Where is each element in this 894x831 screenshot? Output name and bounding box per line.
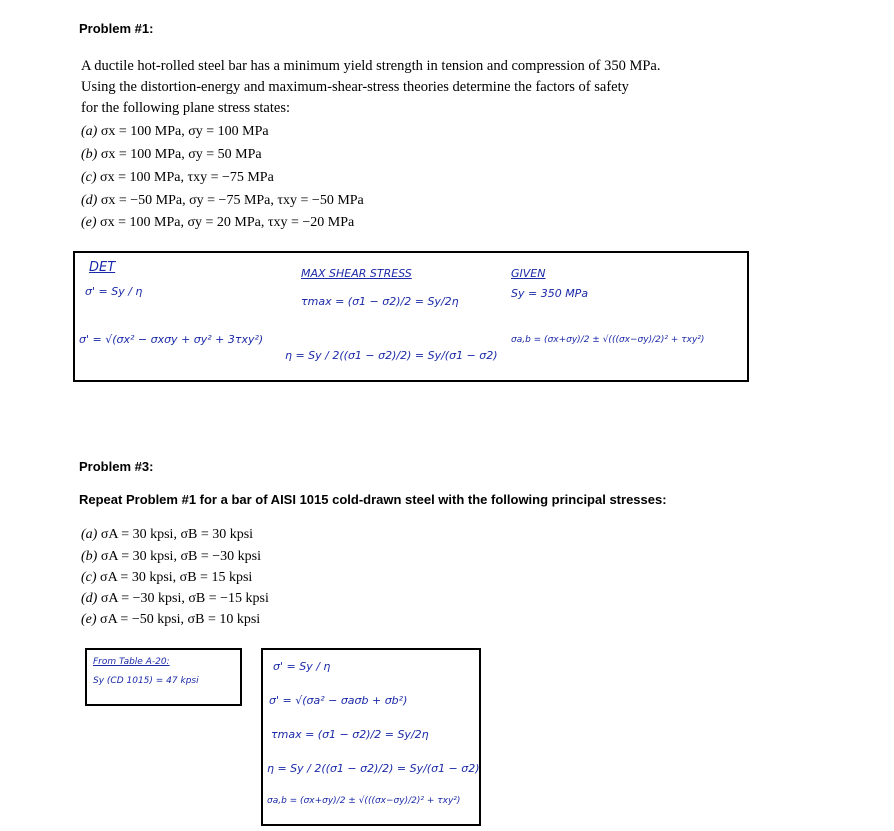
problem1-notes-box [73, 251, 749, 382]
problem1-case [81, 169, 274, 187]
p3-equation-5: σa,b = (σx+σy)/2 ± √(((σx−σy)/2)² + τxy²) [267, 796, 461, 806]
case-text: σx = −50 MPa, σy = −75 MPa, τxy = −50 MPa [100, 193, 364, 208]
problem3-intro: Repeat Problem #1 for a bar of AISI 1015 cold-drawn steel with the following principal stresses: [79, 492, 667, 507]
p3-equation-1: σ' = Sy / η [273, 660, 331, 673]
case-label: (a) [81, 124, 98, 139]
case-label: (c) [81, 170, 97, 185]
case-text: σx = 100 MPa, σy = 20 MPa, τxy = −20 MPa [100, 215, 355, 230]
det-equation-2: σ' = √(σx² − σxσy + σy² + 3τxy²) [79, 333, 264, 346]
p3-equation-2: σ' = √(σa² − σaσb + σb²) [269, 694, 408, 707]
problem1-case [81, 214, 354, 232]
problem3-case [81, 590, 269, 608]
problem1-heading: Problem #1: [79, 21, 154, 36]
case-text: σA = −50 kpsi, σB = 10 kpsi [100, 612, 261, 627]
problem1-paragraph-line-3: for the following plane stress states: [81, 100, 290, 116]
case-label: (b) [81, 147, 98, 162]
given-title: GIVEN [511, 267, 546, 280]
case-label: (d) [81, 193, 98, 208]
problem3-heading: Problem #3: [79, 459, 154, 474]
det-title: DET [89, 260, 116, 275]
case-label: (a) [81, 527, 98, 542]
given-equation-2: σa,b = (σx+σy)/2 ± √(((σx−σy)/2)² + τxy²) [511, 335, 705, 345]
case-label: (e) [81, 612, 97, 627]
problem3-equations-box [261, 648, 481, 826]
case-text: σx = 100 MPa, σy = 50 MPa [100, 147, 262, 162]
case-label: (e) [81, 215, 97, 230]
problem3-case [81, 526, 253, 544]
max-shear-title: MAX SHEAR STRESS [301, 267, 412, 280]
problem1-case [81, 146, 262, 164]
case-label: (d) [81, 591, 98, 606]
case-text: σA = 30 kpsi, σB = −30 kpsi [100, 549, 261, 564]
p3-equation-4: η = Sy / 2((σ1 − σ2)/2) = Sy/(σ1 − σ2) [267, 762, 480, 775]
table-line-2: Sy (CD 1015) = 47 kpsi [93, 676, 199, 686]
problem3-table-box [85, 648, 242, 706]
p3-equation-3: τmax = (σ1 − σ2)/2 = Sy/2η [271, 728, 429, 741]
problem1-case [81, 123, 269, 141]
det-equation-1: σ' = Sy / η [85, 285, 143, 298]
max-shear-equation-1: τmax = (σ1 − σ2)/2 = Sy/2η [301, 295, 459, 308]
problem3-case [81, 569, 252, 587]
max-shear-equation-2: η = Sy / 2((σ1 − σ2)/2) = Sy/(σ1 − σ2) [285, 349, 498, 362]
problem1-case [81, 192, 364, 210]
problem1-paragraph-line-2: Using the distortion-energy and maximum-shear-stress theories determine the factors of safety [81, 79, 629, 95]
case-text: σx = 100 MPa, σy = 100 MPa [100, 124, 269, 139]
case-text: σA = 30 kpsi, σB = 30 kpsi [100, 527, 254, 542]
case-label: (b) [81, 549, 98, 564]
table-line-1: From Table A-20: [93, 657, 170, 667]
case-text: σx = 100 MPa, τxy = −75 MPa [100, 170, 274, 185]
case-label: (c) [81, 570, 97, 585]
problem1-paragraph-line-1: A ductile hot-rolled steel bar has a minimum yield strength in tension and compression of 350 MPa. [81, 58, 661, 74]
problem3-case [81, 611, 260, 629]
problem3-case [81, 548, 261, 566]
given-equation-1: Sy = 350 MPa [511, 287, 589, 300]
case-text: σA = −30 kpsi, σB = −15 kpsi [100, 591, 269, 606]
case-text: σA = 30 kpsi, σB = 15 kpsi [100, 570, 253, 585]
